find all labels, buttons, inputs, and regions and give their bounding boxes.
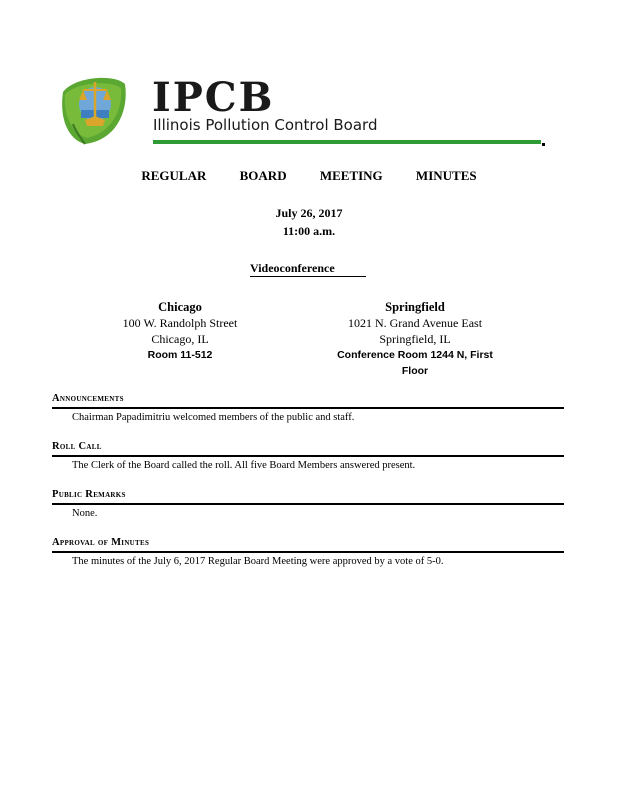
location-city: Springfield (385, 300, 445, 314)
section-heading: Announcements (52, 393, 124, 404)
location-type-underline (250, 276, 366, 277)
section-heading: Public Remarks (52, 489, 126, 500)
section-divider (52, 503, 564, 505)
section-body: None. (72, 508, 98, 519)
brand-divider (153, 140, 541, 144)
location-address: 100 W. Randolph Street (122, 316, 238, 330)
section-announcements (52, 392, 564, 425)
location-room: Room 11-512 (147, 349, 213, 361)
location-city: Chicago (158, 300, 202, 314)
document-title: REGULAR BOARD MEETING MINUTES (141, 168, 477, 183)
org-short-name: IPCB (152, 74, 275, 121)
section-heading: Approval of Minutes (52, 537, 150, 548)
section-roll-call (52, 440, 564, 473)
section-body: The Clerk of the Board called the roll. All five Board Members answered present. (72, 460, 416, 471)
meeting-date: July 26, 2017 (275, 206, 343, 220)
section-divider (52, 407, 564, 409)
org-full-name: Illinois Pollution Control Board (153, 116, 378, 134)
location-chicago (100, 299, 260, 363)
location-room: Conference Room 1244 N, First (337, 349, 493, 361)
location-type: Videoconference (250, 261, 335, 275)
location-city-state: Springfield, IL (379, 332, 451, 346)
meeting-time: 11:00 a.m. (282, 224, 336, 238)
section-heading: Roll Call (52, 441, 102, 452)
location-address: 1021 N. Grand Avenue East (347, 316, 483, 330)
brand-divider-marker (542, 143, 545, 146)
ipcb-logo-icon (55, 70, 131, 146)
location-city-state: Chicago, IL (151, 332, 209, 346)
section-public-remarks (52, 488, 564, 521)
location-springfield (320, 299, 510, 379)
section-divider (52, 455, 564, 457)
location-room-line2: Floor (401, 365, 429, 377)
section-body: The minutes of the July 6, 2017 Regular Board Meeting were approved by a vote of 5-0. (72, 556, 444, 567)
section-approval-of-minutes (52, 536, 564, 569)
section-body: Chairman Papadimitriu welcomed members of the public and staff. (72, 412, 355, 423)
section-divider (52, 551, 564, 553)
